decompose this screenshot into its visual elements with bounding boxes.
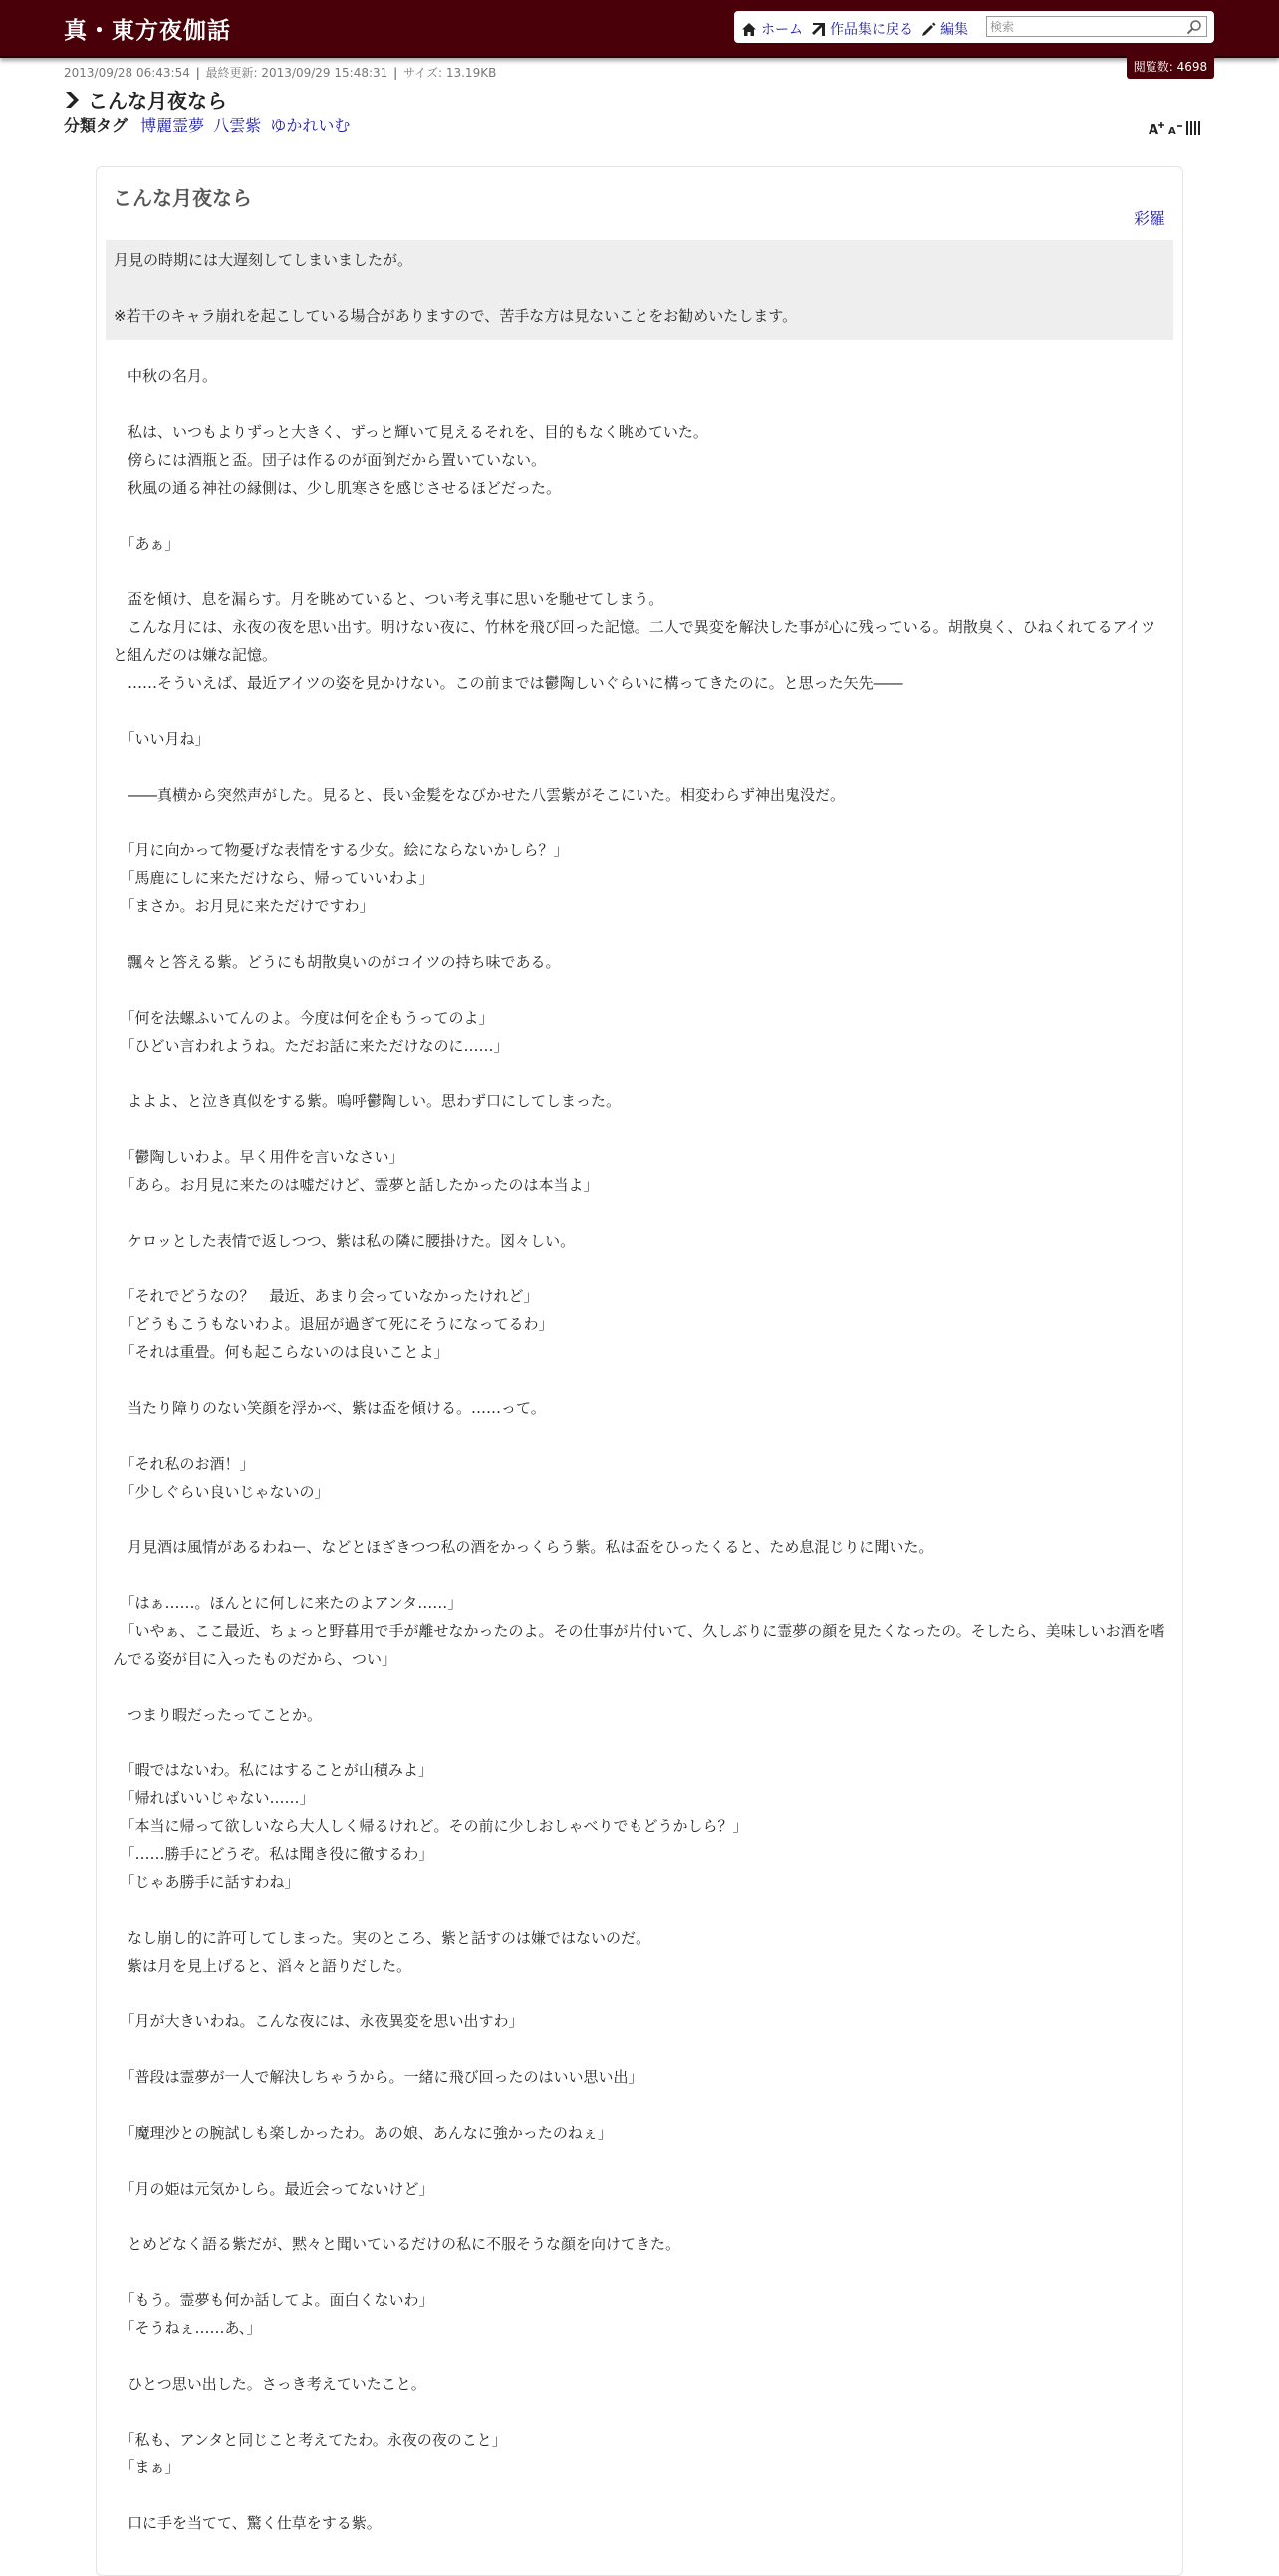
story-line: 「ひどい言われようね。ただお話に来ただけなのに……」 xyxy=(113,1037,509,1054)
author-link[interactable]: 彩羅 xyxy=(1133,209,1165,228)
tag-link[interactable]: 八雲紫 xyxy=(213,117,262,135)
story-line: 「馬鹿にしに来ただけなら、帰っていいわよ」 xyxy=(113,869,434,887)
story-line xyxy=(113,558,1166,585)
story-line: つまり暇だったってことか。 xyxy=(113,1706,323,1724)
chevron-right-icon xyxy=(64,91,80,109)
story-line xyxy=(113,1199,1166,1227)
home-icon xyxy=(741,22,757,37)
story-line: よよよ、と泣き真似をする紫。嗚呼鬱陶しい。思わず口にしてしまった。 xyxy=(113,1092,622,1110)
story-line: 「魔理沙との腕試しも楽しかったわ。あの娘、あんなに強かったのねぇ」 xyxy=(113,2124,613,2142)
tag-list xyxy=(64,114,354,136)
posted-date: 2013/09/28 06:43:54 xyxy=(64,66,190,80)
preface-box xyxy=(106,240,1173,340)
preface-line: 月見の時期には大遅刻してしまいましたが。 xyxy=(114,251,413,269)
story-line xyxy=(113,2342,1166,2370)
story-line: 当たり障りのない笑顔を浮かべ、紫は盃を傾ける。……って。 xyxy=(113,1399,546,1417)
story-line: ――真横から突然声がした。見ると、長い金髪をなびかせた八雲紫がそこにいた。相変わらず神出鬼没だ。 xyxy=(113,786,846,804)
story-line: とめどなく語る紫だが、黙々と聞いているだけの私に不服そうな顔を向けてきた。 xyxy=(113,2235,681,2253)
tag-link[interactable]: ゆかれいむ xyxy=(270,117,351,135)
page-heading xyxy=(64,85,227,114)
text-tools xyxy=(1149,121,1200,135)
story-line: 「もう。霊夢も何か話してよ。面白くないわ」 xyxy=(113,2291,434,2309)
story-line: 「それでどうなの？ 最近、あまり会っていなかったけれど」 xyxy=(113,1288,539,1305)
post-meta: 2013/09/28 06:43:54 | 最終更新: 2013/09/29 15:48:31 | サイズ: 13.19KB xyxy=(64,66,497,80)
story-line xyxy=(113,1115,1166,1143)
story-line: 口に手を当てて、驚く仕草をする紫。 xyxy=(113,2514,382,2532)
story-line: 「私も、アンタと同じこと考えてたわ。永夜の夜のこと」 xyxy=(113,2431,507,2449)
story-line xyxy=(113,809,1166,836)
story-line: 私は、いつもよりずっと大きく、ずっと輝いて見えるそれを、目的もなく眺めていた。 xyxy=(113,423,708,441)
story-line xyxy=(113,2203,1166,2230)
story-line xyxy=(113,2398,1166,2426)
tag-label: 分類タグ xyxy=(64,117,128,135)
story-line xyxy=(113,753,1166,781)
story-line xyxy=(113,697,1166,725)
story-line xyxy=(113,390,1166,418)
story-line: 「少しぐらい良いじゃないの」 xyxy=(113,1483,330,1501)
story-line: 中秋の名月。 xyxy=(113,367,218,385)
search-icon[interactable] xyxy=(1186,19,1202,35)
article-title: こんな月夜なら xyxy=(113,186,252,210)
story-line xyxy=(113,1980,1166,2007)
story-line xyxy=(113,1422,1166,1450)
story-line: 「まさか。お月見に来ただけですわ」 xyxy=(113,897,375,915)
story-line xyxy=(113,2035,1166,2063)
story-line: 「月の姫は元気かしら。最近会ってないけど」 xyxy=(113,2180,434,2198)
tag-link[interactable]: 博麗霊夢 xyxy=(140,117,205,135)
story-line: 「じゃあ勝手に話すわね」 xyxy=(113,1873,300,1891)
nav-box xyxy=(734,11,1214,43)
story-line xyxy=(113,1561,1166,1589)
story-line xyxy=(113,2258,1166,2286)
story-line: 「暇ではないわ。私にはすることが山積みよ」 xyxy=(113,1761,433,1779)
preface-line: ※若干のキャラ崩れを起こしている場合がありますので、苦手な方は見ないことをお勧めいたします。 xyxy=(114,307,798,325)
story-line xyxy=(113,1255,1166,1283)
story-line: 「あぁ」 xyxy=(113,535,180,553)
story-line: 傍らには酒瓶と盃。団子は作るのが面倒だから置いていない。 xyxy=(113,451,547,469)
story-line: 「はぁ……。ほんとに何しに来たのよアンタ……」 xyxy=(113,1594,463,1612)
story-line: 「いやぁ、ここ最近、ちょっと野暮用で手が離せなかったのよ。その仕事が片付いて、久しぶりに霊夢の顔を見たくなったの。そしたら、美味しいお酒を嗜んでる姿が目に入ったものだから、つい」 xyxy=(113,1622,1165,1668)
story-line xyxy=(113,976,1166,1004)
site-header xyxy=(0,0,1279,58)
story-line: 「何を法螺ふいてんのよ。今度は何を企もうってのよ」 xyxy=(113,1009,494,1027)
nav-home-label: ホーム xyxy=(761,22,803,38)
vertical-text-icon[interactable] xyxy=(1186,121,1200,135)
story-line: 秋風の通る神社の縁側は、少し肌寒さを感じさせるほどだった。 xyxy=(113,479,562,497)
story-line xyxy=(113,920,1166,948)
story-line xyxy=(113,1366,1166,1394)
story-line: なし崩し的に許可してしまった。実のところ、紫と話すのは嫌ではないのだ。 xyxy=(113,1929,651,1947)
story-line: こんな月には、永夜の夜を思い出す。明けない夜に、竹林を飛び回った記憶。二人で異変を解決した事が心に残っている。胡散臭く、ひねくれてるアイツと組んだのは嫌な記憶。 xyxy=(113,618,1156,664)
story-line: 「月が大きいわね。こんな夜には、永夜異変を思い出すわ」 xyxy=(113,2012,524,2030)
nav-back-link[interactable] xyxy=(812,19,913,39)
svg-text:A: A xyxy=(1168,126,1176,135)
page-title: こんな月夜なら xyxy=(88,89,227,113)
pencil-icon xyxy=(921,22,936,37)
story-line: 飄々と答える紫。どうにも胡散臭いのがコイツの持ち味である。 xyxy=(113,953,561,971)
story-line xyxy=(113,502,1166,530)
file-size: サイズ: 13.19KB xyxy=(402,66,497,80)
story-line: 「まぁ」 xyxy=(113,2459,180,2476)
story-line xyxy=(113,2091,1166,2119)
story-line xyxy=(113,1673,1166,1701)
back-arrow-icon xyxy=(812,22,826,37)
view-count-badge: 閲覧数: 4698 xyxy=(1127,56,1214,79)
svg-text:A: A xyxy=(1149,123,1159,135)
story-line: 「本当に帰って欲しいなら大人しく帰るけれど。その前に少しおしゃべりでもどうかしら？」 xyxy=(113,1817,748,1835)
story-line: 盃を傾け、息を漏らす。月を眺めていると、つい考え事に思いを馳せてしまう。 xyxy=(113,590,664,608)
story-line: 月見酒は風情があるわねー、などとほざきつつ私の酒をかっくらう紫。私は盃をひったくると、ため息混じりに聞いた。 xyxy=(113,1538,934,1556)
story-line xyxy=(113,2147,1166,2175)
story-line xyxy=(113,1896,1166,1924)
story-line: 「普段は霊夢が一人で解決しちゃうから。一緒に飛び回ったのはいい思い出」 xyxy=(113,2068,643,2086)
story-line: ケロッとした表情で返しつつ、紫は私の隣に腰掛けた。図々しい。 xyxy=(113,1232,576,1250)
story-line: 「月に向かって物憂げな表情をする少女。絵にならないかしら？」 xyxy=(113,841,569,859)
story-line: 「そうねぇ……あ、」 xyxy=(113,2319,262,2337)
updated-date: 最終更新: 2013/09/29 15:48:31 xyxy=(205,66,388,80)
story-line: ひとつ思い出した。さっき考えていたこと。 xyxy=(113,2375,426,2393)
story-line xyxy=(113,1059,1166,1087)
nav-home-link[interactable] xyxy=(741,19,803,39)
nav-back-label: 作品集に戻る xyxy=(830,22,913,38)
story-line: 「それ私のお酒！」 xyxy=(113,1455,255,1473)
font-decrease-icon[interactable] xyxy=(1168,123,1183,135)
story-line: ……そういえば、最近アイツの姿を見かけない。この前までは鬱陶しいぐらいに構ってきたのに。と思った矢先―― xyxy=(113,674,903,692)
story-line: 「それは重畳。何も起こらないのは良いことよ」 xyxy=(113,1343,449,1361)
story-line: 「鬱陶しいわよ。早く用件を言いなさい」 xyxy=(113,1148,404,1166)
story-line xyxy=(113,1506,1166,1533)
story-line: 「いい月ね」 xyxy=(113,730,210,748)
story-line: 紫は月を見上げると、滔々と語りだした。 xyxy=(113,1957,412,1975)
nav-edit-label: 編集 xyxy=(940,22,968,38)
story-line: 「帰ればいいじゃない……」 xyxy=(113,1789,315,1807)
story-line: 「どうもこうもないわよ。退屈が過ぎて死にそうになってるわ」 xyxy=(113,1315,554,1333)
story-line xyxy=(113,2481,1166,2509)
story-body xyxy=(113,362,1166,2537)
nav-edit-link[interactable] xyxy=(921,19,968,39)
search-input[interactable] xyxy=(986,16,1207,37)
font-increase-icon[interactable] xyxy=(1149,121,1165,135)
story-line xyxy=(113,1729,1166,1756)
story-line: 「……勝手にどうぞ。私は聞き役に徹するわ」 xyxy=(113,1845,434,1863)
story-line: 「あら。お月見に来たのは嘘だけど、霊夢と話したかったのは本当よ」 xyxy=(113,1176,599,1194)
site-title[interactable]: 真・東方夜伽話 xyxy=(64,18,231,44)
